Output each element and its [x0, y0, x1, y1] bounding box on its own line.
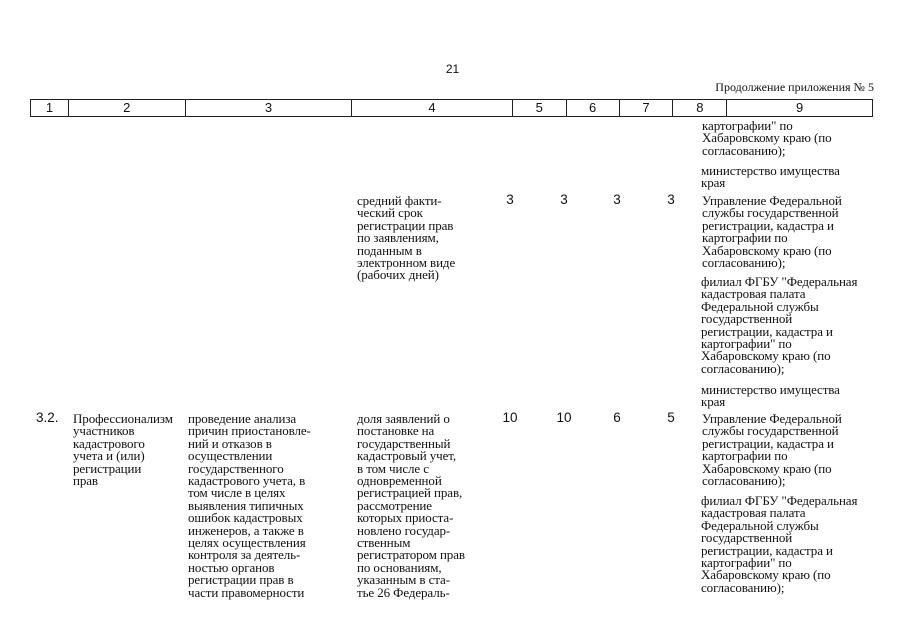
header-col-7: 7 — [620, 100, 674, 116]
value-b-col6: 10 — [556, 410, 572, 425]
text-line: ческий срок — [357, 205, 423, 221]
header-col-4: 4 — [352, 100, 513, 116]
value-b-col5: 10 — [502, 410, 518, 425]
header-col-2: 2 — [69, 100, 186, 116]
text-line: прав — [73, 473, 98, 489]
text-line: ний и отказов в — [188, 435, 272, 451]
text-line: тье 26 Федераль- — [357, 584, 450, 600]
text-line: государственной — [701, 530, 793, 546]
text-line: кадастрового учета, в — [188, 473, 306, 489]
text-line: министерство имущества — [701, 163, 840, 178]
text-line: одновременной — [357, 473, 442, 489]
table-header-row — [30, 99, 873, 117]
text-line: осуществлении — [188, 448, 273, 464]
text-line: согласованию); — [702, 142, 786, 158]
responsible-ministry-2 — [701, 384, 840, 409]
text-line: постановке на — [357, 423, 435, 439]
header-col-3: 3 — [186, 100, 353, 116]
text-line: участников — [73, 423, 135, 439]
text-line: указанным в ста- — [357, 572, 450, 588]
text-line: части правомерности — [188, 584, 305, 600]
text-line: учета и (или) — [73, 448, 145, 464]
text-line: картографии" по — [701, 555, 792, 571]
text-line: согласованию); — [702, 255, 786, 271]
text-line: согласованию); — [701, 360, 785, 376]
text-line: регистрации, кадастра и — [702, 217, 834, 233]
text-line: Управление Федеральной — [702, 411, 842, 426]
text-line: кадастровый учет, — [357, 448, 457, 464]
text-line: службы государственной — [702, 205, 839, 221]
text-line: Федеральной службы — [701, 517, 819, 533]
header-col-5: 5 — [513, 100, 567, 116]
row-number: 3.2. — [36, 410, 59, 425]
text-line: в том числе с — [357, 460, 429, 476]
text-line: по заявлениям, — [357, 230, 439, 246]
value-b-col8: 5 — [667, 410, 675, 425]
header-col-6: 6 — [567, 100, 620, 116]
text-line: службы государственной — [702, 423, 839, 439]
value-a-col8: 3 — [667, 192, 675, 207]
text-line: государственного — [188, 460, 284, 476]
responsible-fgbu-a — [701, 276, 857, 375]
text-line: филиал ФГБУ "Федеральная — [701, 493, 858, 508]
text-line: Управление Федеральной — [702, 193, 842, 208]
text-line: филиал ФГБУ "Федеральная — [701, 274, 858, 289]
text-line: ошибок кадастровых — [188, 510, 303, 526]
indicator-b — [357, 413, 465, 599]
header-col-8: 8 — [673, 100, 727, 116]
text-line: согласованию); — [702, 473, 786, 489]
text-line: доля заявлений о — [357, 411, 450, 426]
text-line: Хабаровскому краю (по — [701, 567, 831, 583]
responsible-rosreestr-a — [702, 195, 842, 269]
text-line: рассмотрение — [357, 497, 432, 513]
text-line: картографии по — [702, 230, 788, 246]
indicator-a — [357, 195, 455, 282]
text-line: министерство имущества — [701, 382, 840, 397]
text-line: Хабаровскому краю (по — [701, 348, 831, 364]
text-line: края — [701, 394, 726, 410]
page-number: 21 — [445, 62, 460, 76]
text-line: регистрации, кадастра и — [702, 435, 834, 451]
text-line: регистрации — [73, 460, 142, 476]
text-line: регистрации прав в — [188, 572, 294, 588]
text-line: государственный — [357, 435, 451, 451]
text-line: том числе в целях — [188, 485, 286, 501]
text-line: причин приостановле- — [188, 423, 311, 439]
value-a-col7: 3 — [613, 192, 621, 207]
value-a-col6: 3 — [560, 192, 568, 207]
text-line: края — [701, 175, 726, 191]
text-line: регистрацией прав, — [357, 485, 463, 501]
responsible-ministry-1 — [701, 165, 840, 190]
header-col-1: 1 — [31, 100, 69, 116]
continuation-label: Продолжение приложения № 5 — [715, 80, 874, 94]
text-line: (рабочих дней) — [357, 267, 439, 283]
text-line: ностью органов — [188, 559, 275, 575]
text-line: выявления типичных — [188, 497, 304, 513]
text-line: которых приоста- — [357, 510, 454, 526]
responsible-tail — [702, 120, 832, 157]
text-line: согласованию); — [701, 579, 785, 595]
text-line: Хабаровскому краю (по — [702, 460, 832, 476]
text-line: проведение анализа — [188, 411, 297, 426]
text-line: ственным — [357, 535, 411, 551]
header-col-9: 9 — [796, 100, 804, 115]
text-line: новлено государ- — [357, 522, 451, 538]
activity-text — [188, 413, 311, 599]
text-line: по основаниям, — [357, 559, 442, 575]
text-line: регистрации прав — [357, 217, 454, 233]
text-line: кадастрового — [73, 435, 145, 451]
text-line: Федеральной службы — [701, 298, 819, 314]
responsible-fgbu-b — [701, 495, 857, 594]
text-line: контроля за деятель- — [188, 547, 301, 563]
text-line: картографии по — [702, 448, 788, 464]
text-line: регистрации, кадастра и — [701, 323, 833, 339]
text-line: инженеров, а также в — [188, 522, 304, 538]
text-line: кадастровая палата — [701, 505, 806, 521]
value-a-col5: 3 — [506, 192, 514, 207]
text-line: целях осуществления — [188, 535, 306, 551]
text-line: картографии" по — [701, 336, 792, 352]
text-line: кадастровая палата — [701, 286, 806, 302]
text-line: средний факти- — [357, 193, 442, 208]
text-line: поданным в — [357, 242, 422, 258]
text-line: государственной — [701, 311, 793, 327]
responsible-rosreestr-b — [702, 413, 842, 487]
text-line: Профессионализм — [73, 411, 173, 426]
task-text — [73, 413, 173, 487]
text-line: регистрации, кадастра и — [701, 542, 833, 558]
text-line: картографии" по — [702, 118, 793, 133]
text-line: Хабаровскому краю (по — [702, 242, 832, 258]
value-b-col7: 6 — [613, 410, 621, 425]
text-line: Хабаровскому краю (по — [702, 130, 832, 146]
text-line: регистратором прав — [357, 547, 465, 563]
text-line: электронном виде — [357, 255, 456, 271]
